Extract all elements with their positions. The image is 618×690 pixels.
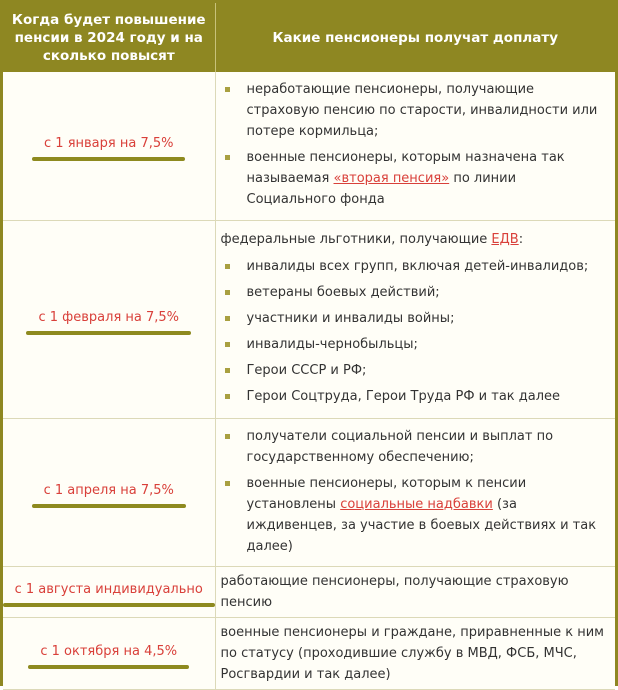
list-item [221, 360, 606, 381]
bullet-icon [225, 264, 230, 269]
item-text: получатели социальной пенсии и выплат по государственному обеспечению; [246, 428, 554, 465]
table-row [3, 220, 615, 418]
item-text-post: по линии Социального фонда [246, 171, 517, 208]
edv-link[interactable]: ЕДВ [491, 231, 519, 247]
social-supplements-link[interactable]: социальные надбавки [340, 496, 493, 512]
bullet-icon [225, 368, 230, 373]
table-header-row [3, 3, 615, 72]
bullet-icon [225, 481, 230, 486]
table-row [3, 72, 615, 220]
list-item [221, 473, 606, 557]
recipients-list [221, 426, 606, 557]
item-text: ветераны боевых действий; [246, 284, 440, 300]
when-link-october[interactable]: с 1 октября на 4,5% [40, 641, 177, 666]
who-cell [215, 72, 615, 220]
pension-indexation-table [3, 3, 615, 690]
table-row [3, 566, 615, 617]
when-link-january[interactable]: с 1 января на 7,5% [44, 133, 173, 158]
when-link-august[interactable]: с 1 августа индивидуально [15, 579, 203, 604]
list-item [221, 282, 606, 303]
when-link-april[interactable]: с 1 апреля на 7,5% [44, 480, 174, 505]
item-text: Герои Соцтруда, Герои Труда РФ и так далее [246, 388, 561, 404]
bullet-icon [225, 155, 230, 160]
intro-text-post: : [518, 231, 524, 247]
when-cell [3, 566, 215, 617]
list-item [221, 426, 606, 468]
header-when: Когда будет повышение пенсии в 2024 году и на сколько повысят [3, 3, 215, 72]
list-item [221, 386, 606, 407]
when-cell [3, 617, 215, 689]
who-cell [215, 418, 615, 566]
list-item [221, 334, 606, 355]
item-text: инвалиды всех групп, включая детей-инвалидов; [246, 258, 589, 274]
list-item [221, 308, 606, 329]
list-item [221, 147, 606, 210]
when-cell [3, 418, 215, 566]
second-pension-link[interactable]: «вторая пенсия» [333, 171, 450, 187]
item-text-pre: военные пенсионеры, которым назначена так называемая [246, 150, 565, 187]
table-row [3, 617, 615, 689]
header-who: Какие пенсионеры получат доплату [215, 3, 615, 72]
item-text-post: (за иждивенцев, за участие в боевых действиях и так далее) [246, 496, 597, 554]
who-cell [215, 617, 615, 689]
item-text: Герои СССР и РФ; [246, 362, 367, 378]
who-cell [215, 220, 615, 418]
list-item [221, 256, 606, 277]
who-cell [215, 566, 615, 617]
item-text-pre: военные пенсионеры, которым к пенсии установлены [246, 475, 527, 512]
bullet-icon [225, 394, 230, 399]
table-row [3, 418, 615, 566]
bullet-icon [225, 87, 230, 92]
when-link-february[interactable]: с 1 февраля на 7,5% [38, 307, 179, 332]
bullet-icon [225, 316, 230, 321]
recipients-text: военные пенсионеры и граждане, приравненные к ним по статусу (проходившие службу в МВД, ФСБ, МЧС, Росгвардии и так далее) [220, 624, 604, 682]
recipients-list [221, 79, 606, 210]
item-text: участники и инвалиды войны; [246, 310, 455, 326]
list-item [221, 79, 606, 142]
intro-text-pre: федеральные льготники, получающие [220, 231, 492, 247]
recipients-list [221, 256, 606, 407]
recipients-text: работающие пенсионеры, получающие страховую пенсию [220, 573, 569, 610]
item-text: неработающие пенсионеры, получающие страховую пенсию по старости, инвалидности или потере кормильца; [246, 82, 598, 140]
item-text: инвалиды-чернобыльцы; [246, 336, 418, 352]
when-cell [3, 220, 215, 418]
when-cell [3, 72, 215, 220]
bullet-icon [225, 434, 230, 439]
bullet-icon [225, 290, 230, 295]
beneficiaries-intro [221, 229, 606, 250]
bullet-icon [225, 342, 230, 347]
